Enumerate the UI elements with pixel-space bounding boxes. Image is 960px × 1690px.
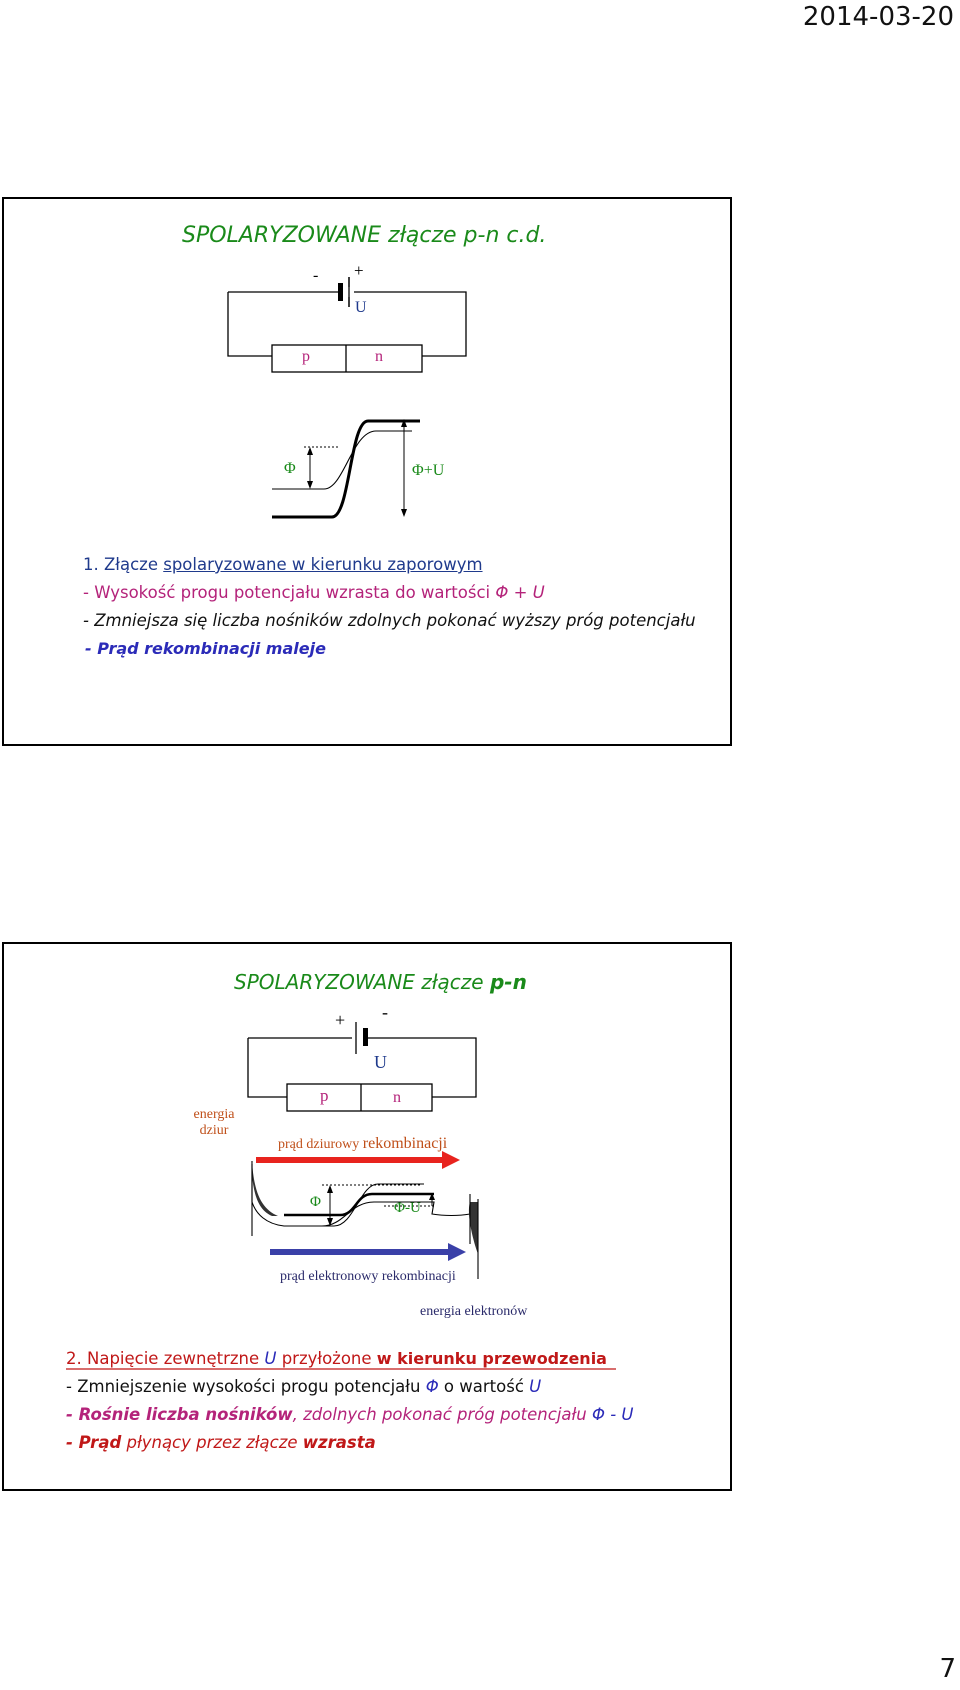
slide1-line3: - Zmniejsza się liczba nośników zdolnych pokonać wyższy próg potencjału (83, 611, 696, 630)
slide2-line1: 2. Napięcie zewnętrzne U przyłożone w kierunku przewodzenia (66, 1349, 607, 1368)
slide2-line3: - Rośnie liczba nośników, zdolnych pokonać próg potencjału Φ - U (66, 1405, 634, 1424)
phi-label: Φ (284, 460, 296, 477)
slide2-line2: - Zmniejszenie wysokości progu potencjału Φ o wartość U (66, 1377, 542, 1396)
circuit-diagram (4, 199, 734, 748)
phi-label: Φ (310, 1194, 321, 1210)
phi-minus-u-label: Φ-U (394, 1200, 421, 1216)
page-number: 7 (939, 1654, 956, 1684)
slide2-line4: - Prąd płynący przez złącze wzrasta (66, 1433, 376, 1452)
battery-plus-label: + (354, 261, 364, 280)
date-header: 2014-03-20 (802, 2, 954, 32)
phi-plus-u-label: Φ+U (412, 462, 445, 479)
slide1-line4: - Prąd rekombinacji maleje (85, 639, 326, 658)
slide-forward-bias (2, 942, 732, 1491)
voltage-label: U (374, 1052, 387, 1072)
region-p-label: p (320, 1086, 329, 1105)
battery-short-plate (363, 1028, 368, 1046)
battery-minus-label: - (313, 267, 319, 284)
pn-junction-box (272, 345, 422, 372)
hole-current-label: prąd dziurowy rekombinacji (278, 1135, 448, 1152)
region-p-label: p (302, 348, 310, 365)
slide-title: SPOLARYZOWANE złącze p-n c.d. (182, 223, 547, 248)
slide-reverse-bias (2, 197, 732, 746)
battery-plus-label: + (335, 1010, 346, 1030)
hole-current-arrow (256, 1157, 442, 1163)
pn-junction-box (287, 1084, 432, 1111)
electron-energy-label: energia elektronów (420, 1304, 528, 1319)
slide1-line2: - Wysokość progu potencjału wzrasta do wartości Φ + U (83, 583, 545, 602)
hole-energy-label: energia dziur (193, 1107, 235, 1138)
battery-minus-label: - (382, 1002, 388, 1022)
region-n-label: n (393, 1089, 401, 1106)
voltage-label: U (355, 299, 367, 316)
electron-current-arrow (270, 1249, 448, 1255)
slide-title: SPOLARYZOWANE złącze p-n (234, 970, 527, 994)
slide1-line1: 1. Złącze spolaryzowane w kierunku zaporowym (83, 555, 483, 574)
electron-current-label: prąd elektronowy rekombinacji (280, 1269, 456, 1284)
region-n-label: n (375, 348, 383, 365)
